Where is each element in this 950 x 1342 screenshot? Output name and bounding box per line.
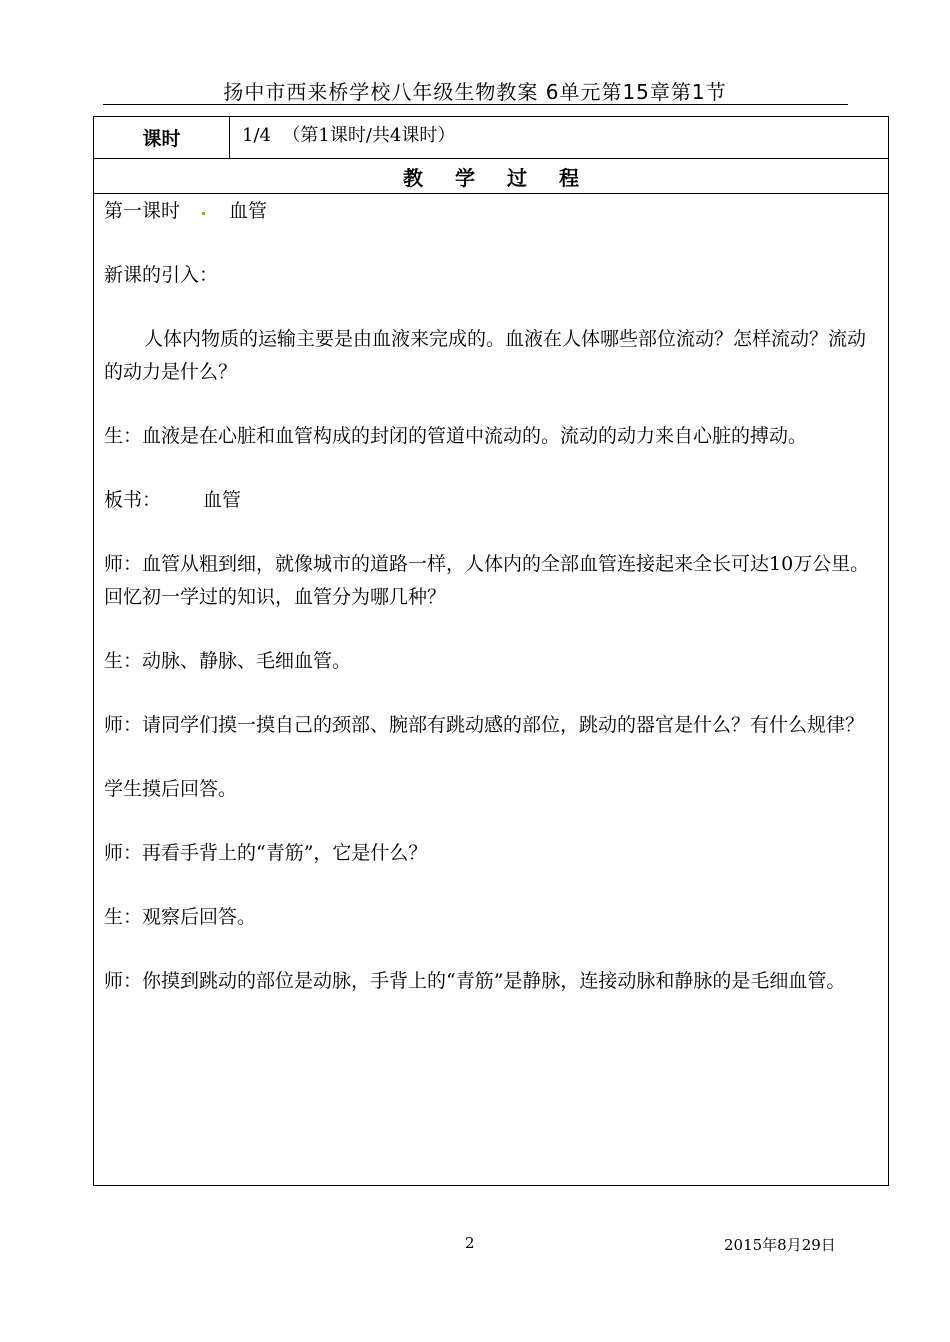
bullet-dot-icon — [202, 212, 205, 215]
lesson-content — [104, 195, 884, 998]
paragraph-student-answer-2: 生：动脉、静脉、毛细血管。 — [104, 650, 352, 672]
lesson-heading-right: 血管 — [229, 200, 268, 222]
board-writing-label: 板书： — [104, 489, 162, 511]
lesson-label: 课时 — [94, 117, 230, 158]
lesson-heading — [104, 195, 884, 228]
header-title: 扬中市西来桥学校八年级生物教案 6单元第15章第1节 — [223, 80, 727, 104]
paragraph-student-answer-3: 生：观察后回答。 — [104, 906, 257, 928]
intro-label: 新课的引入： — [104, 264, 219, 286]
paragraph-teacher-3: 师：再看手背上的“青筋”，它是什么？ — [104, 842, 428, 864]
process-title: 教学过程 — [403, 165, 611, 190]
paragraph-teacher-1: 师：血管从粗到细，就像城市的道路一样，人体内的全部血管连接起来全长可达10万公里。回忆初一学过的知识，血管分为哪几种？ — [104, 553, 870, 608]
paragraph-student-action: 学生摸后回答。 — [104, 778, 238, 800]
paragraph-teacher-2: 师：请同学们摸一摸自己的颈部、腕部有跳动感的部位，跳动的器官是什么？有什么规律？ — [104, 714, 865, 736]
paragraph-teacher-4: 师：你摸到跳动的部位是动脉，手背上的“青筋”是静脉，连接动脉和静脉的是毛细血管。 — [104, 970, 846, 992]
board-writing — [104, 484, 884, 517]
footer-date: 2015年8月29日 — [724, 1236, 836, 1254]
board-writing-value: 血管 — [203, 489, 242, 511]
process-row — [94, 159, 888, 194]
lesson-heading-left: 第一课时 — [104, 200, 181, 222]
lesson-value: 1/4 （第1课时/共4课时） — [242, 125, 456, 146]
lesson-row — [94, 117, 888, 159]
paragraph-student-answer-1: 生：血液是在心脏和血管构成的封闭的管道中流动的。流动的动力来自心脏的搏动。 — [104, 425, 808, 447]
header-rule — [103, 104, 848, 105]
paragraph-intro-question: 人体内物质的运输主要是由血液来完成的。血液在人体哪些部位流动？怎样流动？流动的动力是什么？ — [104, 328, 867, 383]
page-number: 2 — [465, 1234, 475, 1252]
lesson-table — [93, 116, 889, 1186]
